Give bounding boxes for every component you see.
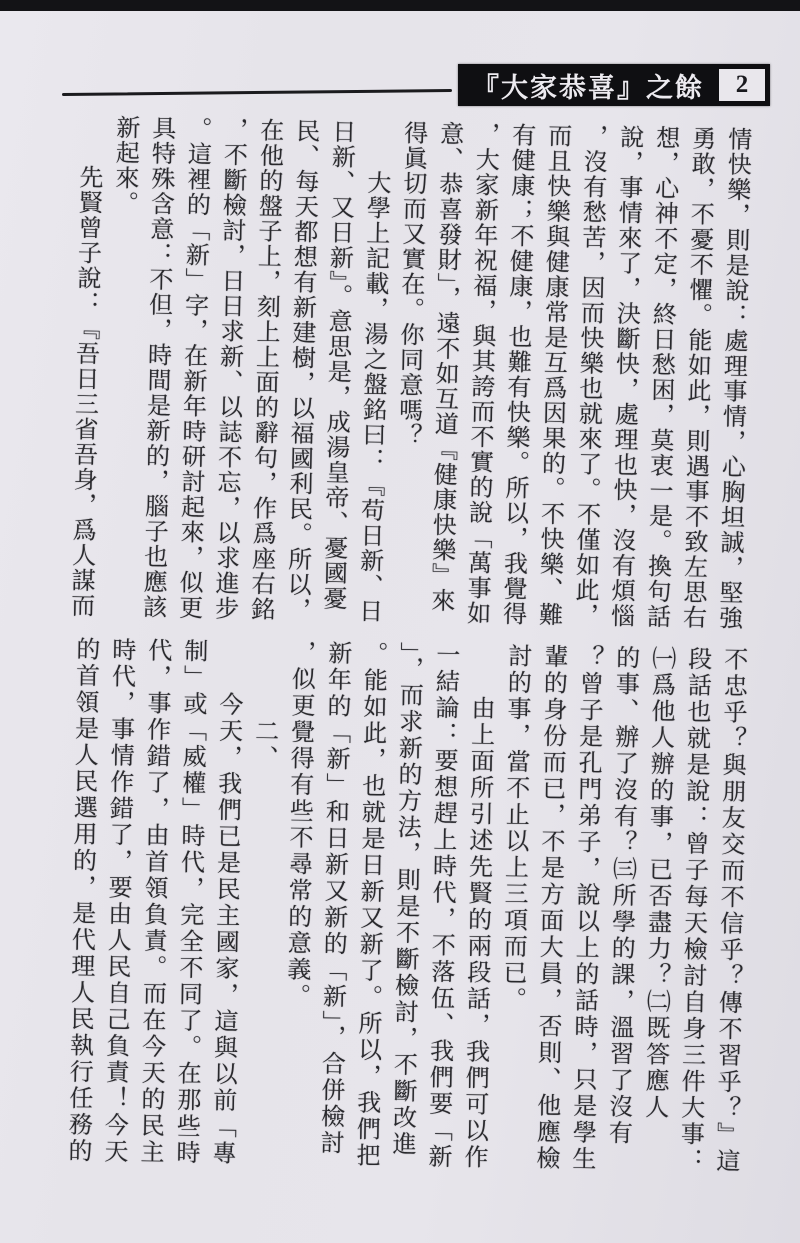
text-column: ，不斷檢討，日日求新、以誌不忘，以求進步 bbox=[210, 116, 247, 622]
text-column: ？曾子是孔門弟子，說以上的話時，只是學生 bbox=[567, 644, 603, 1173]
text-column: 得眞切而又實在。你同意嗎？ bbox=[393, 120, 427, 449]
text-column: 意、恭喜發財」，遠不如互道『健康快樂』來 bbox=[426, 120, 463, 614]
text-column: 新年的「新」和日新又新的「新」，合併檢討 bbox=[315, 640, 351, 1157]
text-column: ㈠爲他人辦的事，已否盡力？㈡既答應人 bbox=[640, 645, 675, 1121]
text-column: 先賢曾子說：『吾日三省吾身，爲人謀而 bbox=[66, 113, 103, 619]
text-column: 討的事，當不止以上三項而已。 bbox=[498, 643, 531, 1014]
text-column: ，似更覺得有些不尋常的意義。 bbox=[282, 639, 315, 1010]
text-column: 。能如此，也就是日新又新了。所以，我們把 bbox=[351, 640, 387, 1170]
header-rule bbox=[62, 89, 452, 96]
text-column: 的首領是人民選用的，是代理人民執行任務的 bbox=[63, 636, 99, 1165]
text-column: 今天，我們已是民主國家，這與以前「專 bbox=[207, 638, 243, 1167]
running-header bbox=[458, 64, 770, 106]
text-column: 制」或「威權」時代，完全不同了。在那些時 bbox=[171, 638, 207, 1167]
text-column: 而且快樂與健康常是互爲因果的。不快樂、難 bbox=[534, 122, 571, 628]
text-column: 不忠乎？與朋友交而不信乎？傳不習乎？』這 bbox=[711, 646, 747, 1175]
text-column: 說，事情來了，決斷快，處理也快，沒有煩惱 bbox=[606, 124, 643, 629]
text-column: 大學上記載，湯之盤銘曰：『苟日新、日 bbox=[354, 119, 391, 624]
text-column: 有健康；不健康，也難有快樂。所以，我覺得 bbox=[498, 122, 535, 627]
text-column: 」，而求新的方法，則是不斷檢討，不斷改進 bbox=[387, 641, 423, 1158]
text-column: 代，事作錯了，由首領負責。而在今天的民主 bbox=[135, 637, 171, 1166]
text-column: 輩的身份而已，不是方面大員，否則、他應檢 bbox=[531, 643, 567, 1173]
text-column: ，沒有愁苦，因而快樂也就來了。不僅如此， bbox=[570, 123, 607, 629]
text-column: 段話也就是說：曾子每天檢討自身三件大事： bbox=[675, 645, 711, 1175]
page-number-box bbox=[719, 69, 765, 101]
text-column: 日新、又日新』。意思是，成湯皇帝、憂國憂 bbox=[318, 118, 355, 612]
page-number: 2 bbox=[735, 71, 749, 98]
text-column: 民、每天都想有新建樹，以福國利民。所以， bbox=[282, 118, 319, 623]
text-column: 時代，事情作錯了，要由人民自己負責！今天 bbox=[99, 636, 135, 1166]
text-column: 一結論：要想趕上時代，不落伍、我們要「新 bbox=[423, 641, 459, 1171]
text-column: 勇敢，不憂不懼。能如此，則遇事不致左思右 bbox=[678, 125, 715, 631]
text-column: 由上面所引述先賢的兩段話，我們可以作 bbox=[459, 642, 495, 1171]
text-column: 新起來。 bbox=[110, 114, 139, 216]
text-column: 情快樂，則是說：處理事情，心胸坦誠，堅強 bbox=[714, 126, 751, 631]
section-marker: 二、 bbox=[249, 639, 279, 772]
text-column: 具特殊含意：不但，時間是新的，腦子也應該 bbox=[138, 115, 175, 620]
text-column: ，大家新年祝福，與其誇而不實的說「萬事如 bbox=[462, 121, 499, 626]
text-column: 在他的盤子上，刻上上面的辭句，作爲座右銘 bbox=[246, 117, 283, 622]
text-block-bottom bbox=[58, 636, 751, 1203]
text-column: 。這裡的「新」字，在新年時研討起來，似更 bbox=[174, 116, 211, 621]
scan-edge-strip bbox=[0, 0, 800, 11]
text-column: 的事、辦了沒有？㈢所學的課，溫習了沒有 bbox=[604, 644, 639, 1147]
text-block-top bbox=[61, 114, 755, 657]
running-title: 『大家恭喜』之餘 bbox=[472, 72, 704, 103]
text-column: 想，心神不定，終日愁困，莫衷一是。換句話 bbox=[642, 125, 679, 630]
